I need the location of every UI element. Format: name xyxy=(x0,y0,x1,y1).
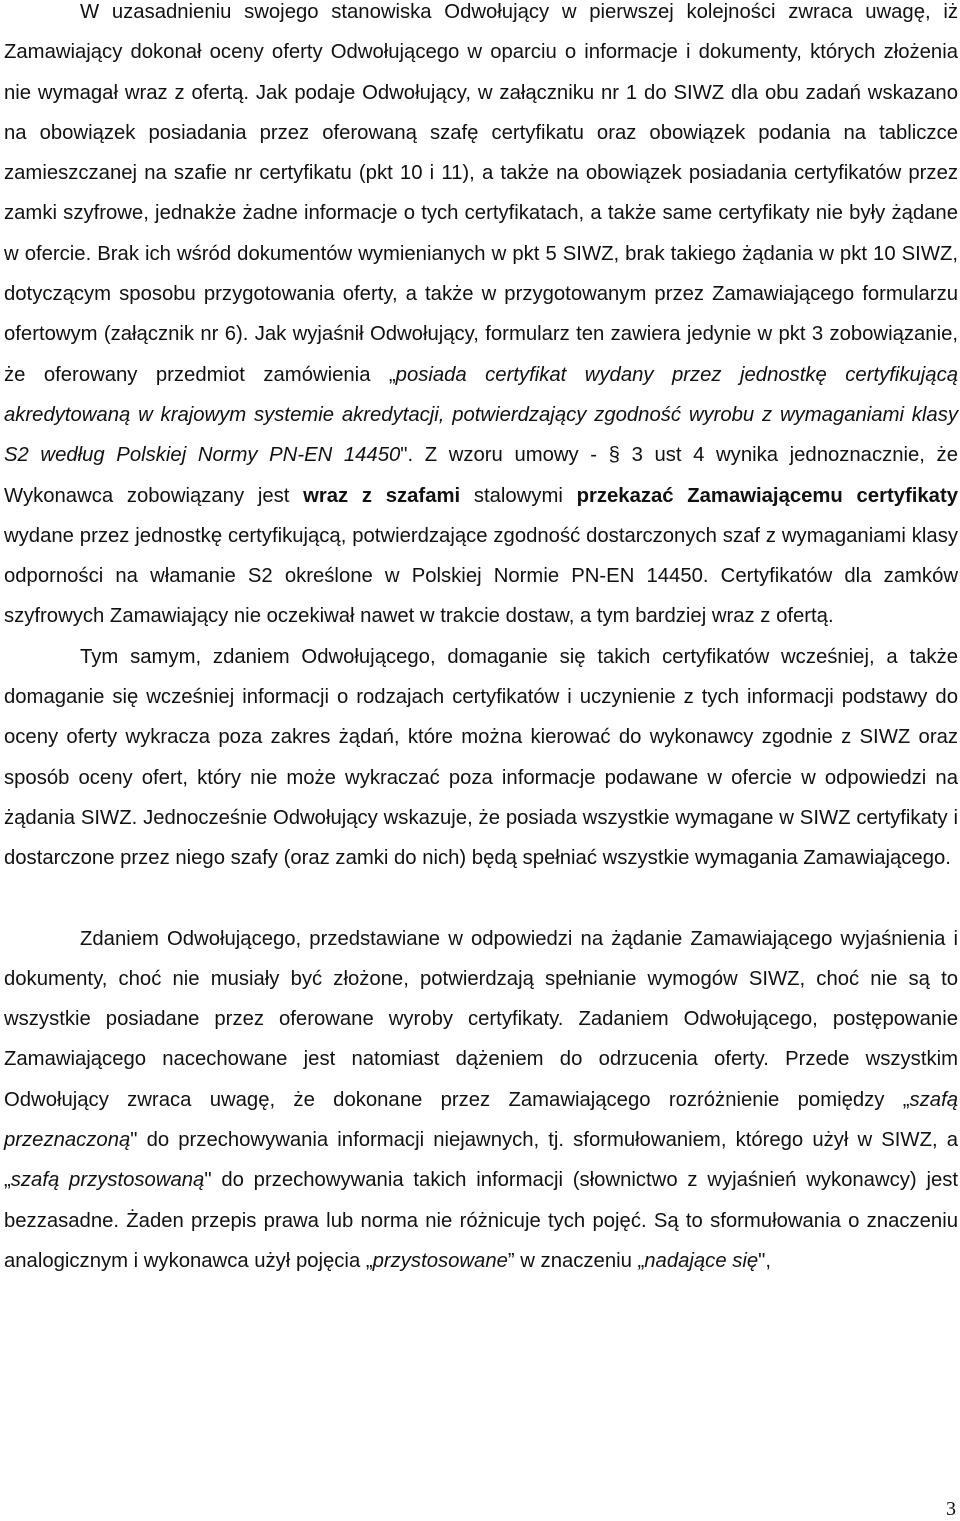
italic-quote: posiada certyfikat wydany przez jednostkę certyfikującą akredytowaną w krajowym systemie akredytacji, potwierdzający zgodność wyrobu z wymaganiami klasy S2 według Polskiej Normy PN-EN 14450 xyxy=(4,363,958,467)
text-run: wydane przez jednostkę certyfikującą, potwierdzające zgodność dostarczonych szaf z wymaganiami klasy odporności na włamanie S2 określone w Polskiej Normie PN-EN 14450. Certyfikatów dla zamków szyfrowych Zamawiający nie oczekiwał nawet w trakcie dostaw, a tym bardziej wraz z ofertą. xyxy=(4,524,958,628)
text-run: Zdaniem Odwołującego, przedstawiane w odpowiedzi na żądanie Zamawiającego wyjaśnienia i dokumenty, choć nie musiały być złożone, potwierdzają spełnianie wymogów SIWZ, choć nie są to wszystkie posiadane przez oferowane wyroby certyfikaty. Zadaniem Odwołującego, postępowanie Zamawiającego nacechowane jest natomiast dążeniem do odrzucenia oferty. Przede wszystkim Odwołujący zwraca uwagę, że dokonane przez Zamawiającego rozróżnienie pomiędzy „ xyxy=(4,927,958,1111)
text-run: " do przechowywania takich informacji (słownictwo z wyjaśnień wykonawcy) jest bezzasadne. Żaden przepis prawa lub norma nie różnicuje tych pojęć. Są to sformułowania o znaczeniu analogicznym i wykonawca użył pojęcia „ xyxy=(4,1169,959,1272)
italic-phrase: nadające się xyxy=(644,1249,759,1272)
italic-phrase: szafą przystosowaną xyxy=(10,1169,205,1192)
text-run: ” w znaczeniu „ xyxy=(507,1249,645,1272)
page-number: 3 xyxy=(946,1498,956,1520)
text-run: stalowymi xyxy=(460,484,577,507)
bold-phrase: przekazać Zamawiającemu certyfikaty xyxy=(576,484,958,507)
text-run: ", xyxy=(758,1249,772,1272)
text-run: ". Z wzoru umowy - § 3 ust 4 wynika jednoznacznie, że Wykonawca zobowiązany jest xyxy=(4,444,958,507)
italic-phrase: przystosowane xyxy=(372,1249,508,1272)
paragraph: Tym samym, zdaniem Odwołującego, domaganie się takich certyfikatów wcześniej, a także domaganie się wcześniej informacji o rodzajach certyfikatów i uczynienie z tych informacji podstawy do oceny oferty wykracza poza zakres żądań, które można kierować do wykonawcy zgodnie z SIWZ oraz sposób oceny ofert, który nie może wykraczać poza informacje podawane w ofercie w odpowiedzi na żądania SIWZ. Jednocześnie Odwołujący wskazuje, że posiada wszystkie wymagane w SIWZ certyfikaty i dostarczone przez niego szafy (oraz zamki do nich) będą spełniać wszystkie wymagania Zamawiającego. xyxy=(4,645,958,870)
paragraph xyxy=(4,0,958,637)
text-run: " do przechowywania informacji niejawnych, tj. sformułowaniem, którego użył w SIWZ, a „ xyxy=(4,1129,958,1192)
document-page xyxy=(4,0,958,1281)
italic-phrase: szafą przeznaczoną xyxy=(4,1088,958,1152)
paragraph xyxy=(4,919,958,1282)
bold-phrase: wraz z szafami xyxy=(303,484,461,507)
text-run: W uzasadnieniu swojego stanowiska Odwołujący w pierwszej kolejności zwraca uwagę, iż Zamawiający dokonał oceny oferty Odwołującego w oparciu o informacje i dokumenty, których złożenia nie wymagał wraz z ofertą. Jak podaje Odwołujący, w załączniku nr 1 do SIWZ dla obu zadań wskazano na obowiązek posiadania przez oferowaną szafę certyfikatu oraz obowiązek podania na tabliczce zamieszczanej na szafie nr certyfikatu (pkt 10 i 11), a także na obowiązek posiadania certyfikatów przez zamki szyfrowe, jednakże żadne informacje o tych certyfikatach, a także same certyfikaty nie były żądane w ofercie. Brak ich wśród dokumentów wymienianych w pkt 5 SIWZ, brak takiego żądania w pkt 10 SIWZ, dotyczącym sposobu przygotowania oferty, a także w przygotowanym przez Zamawiającego formularzu ofertowym (załącznik nr 6). Jak wyjaśnił Odwołujący, formularz ten zawiera jedynie w pkt 3 zobowiązanie, że oferowany przedmiot zamówienia „ xyxy=(4,1,958,386)
